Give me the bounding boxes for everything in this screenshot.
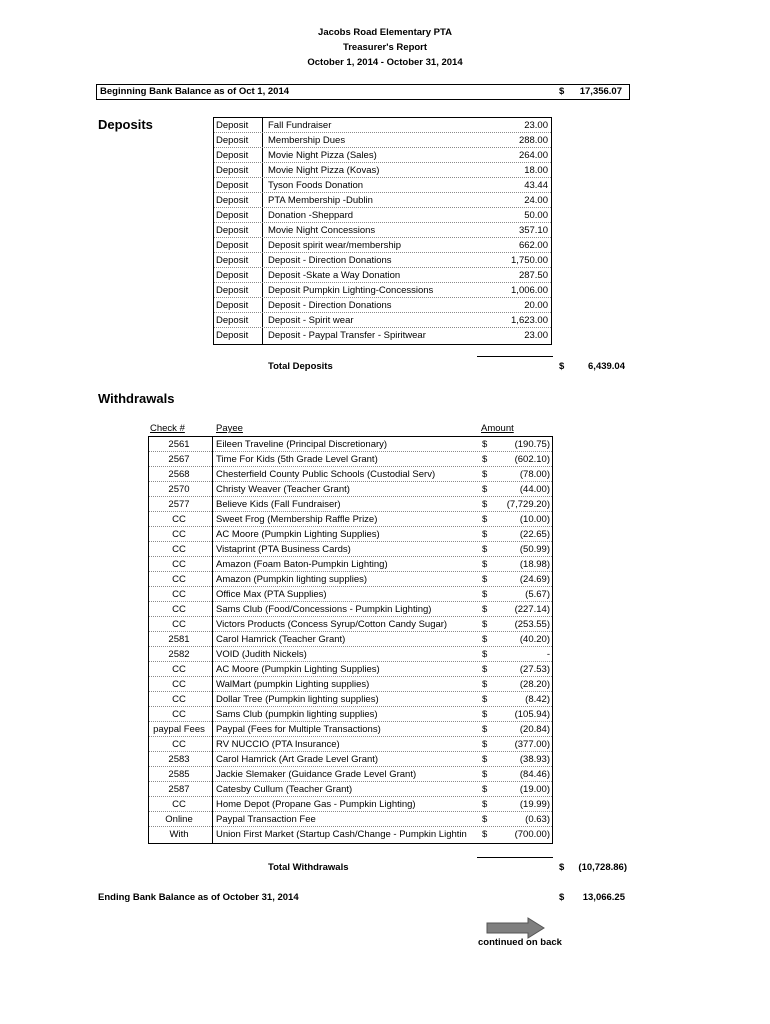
withdrawal-amount: (19.99) <box>519 799 550 810</box>
withdrawal-currency: $ <box>482 709 488 720</box>
withdrawal-currency: $ <box>482 619 488 630</box>
deposit-type: Deposit <box>216 225 249 236</box>
withdrawal-currency: $ <box>482 469 488 480</box>
withdrawal-check-number: 2567 <box>168 454 190 465</box>
withdrawal-payee: WalMart (pumpkin Lighting supplies) <box>216 679 370 690</box>
deposit-type: Deposit <box>216 210 249 221</box>
deposit-description: Tyson Foods Donation <box>268 180 364 191</box>
deposit-row <box>214 148 551 163</box>
withdrawal-check-number: 2568 <box>168 469 190 480</box>
withdrawal-currency: $ <box>482 724 488 735</box>
withdrawal-amount: (8.42) <box>525 694 550 705</box>
withdrawals-table <box>148 436 553 844</box>
deposit-description: Deposit -Skate a Way Donation <box>268 270 401 281</box>
withdrawal-currency: $ <box>482 664 488 675</box>
withdrawal-row <box>149 677 552 692</box>
withdrawal-row <box>149 557 552 572</box>
deposit-type: Deposit <box>216 315 249 326</box>
withdrawal-row <box>149 752 552 767</box>
deposit-amount: 24.00 <box>524 195 548 206</box>
withdrawal-amount: (227.14) <box>514 604 550 615</box>
withdrawal-payee: Union First Market (Startup Cash/Change - Pumpkin Lightin <box>216 829 467 840</box>
report-org-name: Jacobs Road Elementary PTA <box>318 27 452 38</box>
deposit-amount: 23.00 <box>524 120 548 131</box>
withdrawal-check-number: CC <box>172 544 186 555</box>
withdrawal-currency: $ <box>482 499 488 510</box>
withdrawal-amount: (50.99) <box>519 544 550 555</box>
deposit-type: Deposit <box>216 330 249 341</box>
withdrawal-payee: Sweet Frog (Membership Raffle Prize) <box>216 514 378 525</box>
beginning-balance-box <box>96 84 630 100</box>
deposit-amount: 43.44 <box>524 180 548 191</box>
withdrawal-check-number: CC <box>172 799 186 810</box>
withdrawal-row <box>149 737 552 752</box>
withdrawal-check-number: CC <box>172 559 186 570</box>
withdrawal-payee: VOID (Judith Nickels) <box>216 649 307 660</box>
withdrawals-header-payee: Payee <box>216 423 243 434</box>
withdrawals-total-label: Total Withdrawals <box>268 862 349 873</box>
right-arrow-icon <box>486 917 546 939</box>
deposit-row <box>214 268 551 283</box>
withdrawal-check-number: 2587 <box>168 784 190 795</box>
deposits-title: Deposits <box>98 117 153 132</box>
deposit-description: PTA Membership -Dublin <box>268 195 373 206</box>
deposit-row <box>214 313 551 328</box>
deposit-description: Movie Night Pizza (Kovas) <box>268 165 380 176</box>
deposit-description: Deposit Pumpkin Lighting-Concessions <box>268 285 434 296</box>
withdrawal-row <box>149 437 552 452</box>
withdrawal-amount: (377.00) <box>514 739 550 750</box>
withdrawal-row <box>149 602 552 617</box>
withdrawal-amount: (602.10) <box>514 454 550 465</box>
deposit-amount: 1,750.00 <box>511 255 548 266</box>
withdrawals-header-check: Check # <box>150 423 185 434</box>
withdrawal-check-number: 2577 <box>168 499 190 510</box>
withdrawal-currency: $ <box>482 754 488 765</box>
deposit-row <box>214 163 551 178</box>
withdrawal-payee: AC Moore (Pumpkin Lighting Supplies) <box>216 664 380 675</box>
deposit-type: Deposit <box>216 150 249 161</box>
deposit-row <box>214 283 551 298</box>
withdrawal-row <box>149 527 552 542</box>
withdrawal-row <box>149 647 552 662</box>
withdrawal-currency: $ <box>482 739 488 750</box>
withdrawal-payee: Carol Hamrick (Art Grade Level Grant) <box>216 754 379 765</box>
withdrawal-payee: Vistaprint (PTA Business Cards) <box>216 544 351 555</box>
withdrawal-row <box>149 707 552 722</box>
withdrawal-amount: (10.00) <box>519 514 550 525</box>
withdrawal-check-number: 2582 <box>168 649 190 660</box>
withdrawal-currency: $ <box>482 604 488 615</box>
deposit-description: Fall Fundraiser <box>268 120 332 131</box>
withdrawal-check-number: Online <box>165 814 193 825</box>
deposit-row <box>214 133 551 148</box>
deposit-amount: 18.00 <box>524 165 548 176</box>
withdrawal-currency: $ <box>482 694 488 705</box>
withdrawal-payee: Christy Weaver (Teacher Grant) <box>216 484 350 495</box>
withdrawal-row <box>149 512 552 527</box>
withdrawal-amount: (18.98) <box>519 559 550 570</box>
deposit-type: Deposit <box>216 240 249 251</box>
withdrawal-amount: - <box>546 649 550 660</box>
withdrawal-payee: Catesby Cullum (Teacher Grant) <box>216 784 353 795</box>
withdrawal-currency: $ <box>482 769 488 780</box>
withdrawal-amount: (20.84) <box>519 724 550 735</box>
withdrawal-payee: Amazon (Foam Baton-Pumpkin Lighting) <box>216 559 388 570</box>
withdrawal-amount: (28.20) <box>519 679 550 690</box>
withdrawal-currency: $ <box>482 439 488 450</box>
deposits-total-currency: $ <box>559 361 565 372</box>
withdrawal-payee: Carol Hamrick (Teacher Grant) <box>216 634 346 645</box>
deposit-description: Deposit - Direction Donations <box>268 255 392 266</box>
deposits-total-amount: 6,439.04 <box>588 361 625 372</box>
withdrawal-payee: RV NUCCIO (PTA Insurance) <box>216 739 340 750</box>
withdrawal-currency: $ <box>482 649 488 660</box>
withdrawal-check-number: CC <box>172 679 186 690</box>
deposits-total-label: Total Deposits <box>268 361 333 372</box>
deposit-row <box>214 238 551 253</box>
withdrawal-currency: $ <box>482 574 488 585</box>
deposit-amount: 1,006.00 <box>511 285 548 296</box>
withdrawal-currency: $ <box>482 544 488 555</box>
withdrawal-amount: (44.00) <box>519 484 550 495</box>
withdrawal-payee: Office Max (PTA Supplies) <box>216 589 327 600</box>
withdrawal-row <box>149 497 552 512</box>
beginning-balance-amount: 17,356.07 <box>579 86 622 97</box>
deposit-amount: 288.00 <box>518 135 548 146</box>
withdrawal-check-number: 2561 <box>168 439 190 450</box>
withdrawal-check-number: With <box>169 829 189 840</box>
withdrawal-check-number: CC <box>172 514 186 525</box>
withdrawal-payee: Home Depot (Propane Gas - Pumpkin Lighting) <box>216 799 416 810</box>
withdrawal-row <box>149 617 552 632</box>
deposit-row <box>214 208 551 223</box>
deposit-type: Deposit <box>216 300 249 311</box>
withdrawal-check-number: 2583 <box>168 754 190 765</box>
withdrawal-currency: $ <box>482 799 488 810</box>
withdrawal-row <box>149 782 552 797</box>
withdrawal-check-number: 2581 <box>168 634 190 645</box>
withdrawal-row <box>149 662 552 677</box>
withdrawal-currency: $ <box>482 634 488 645</box>
withdrawal-currency: $ <box>482 784 488 795</box>
ending-balance-currency: $ <box>559 892 565 903</box>
deposit-row <box>214 118 551 133</box>
deposit-amount: 20.00 <box>524 300 548 311</box>
continued-on-back-text: continued on back <box>478 937 562 948</box>
withdrawal-row <box>149 572 552 587</box>
withdrawal-check-number: CC <box>172 619 186 630</box>
deposit-type: Deposit <box>216 195 249 206</box>
withdrawal-payee: AC Moore (Pumpkin Lighting Supplies) <box>216 529 380 540</box>
deposit-description: Deposit spirit wear/membership <box>268 240 402 251</box>
withdrawal-check-number: CC <box>172 709 186 720</box>
withdrawal-amount: (38.93) <box>519 754 550 765</box>
deposit-amount: 1,623.00 <box>511 315 548 326</box>
withdrawal-currency: $ <box>482 484 488 495</box>
deposit-description: Membership Dues <box>268 135 346 146</box>
withdrawal-amount: (40.20) <box>519 634 550 645</box>
withdrawal-row <box>149 692 552 707</box>
withdrawals-header-amount: Amount <box>481 423 514 434</box>
withdrawal-amount: (105.94) <box>514 709 550 720</box>
deposit-description: Deposit - Paypal Transfer - Spiritwear <box>268 330 426 341</box>
withdrawal-amount: (22.65) <box>519 529 550 540</box>
withdrawal-check-number: CC <box>172 529 186 540</box>
withdrawal-row <box>149 467 552 482</box>
withdrawal-payee: Sams Club (pumpkin lighting supplies) <box>216 709 378 720</box>
deposit-amount: 357.10 <box>518 225 548 236</box>
deposit-row <box>214 298 551 313</box>
withdrawal-amount: (190.75) <box>514 439 550 450</box>
withdrawal-check-number: CC <box>172 604 186 615</box>
withdrawal-check-number: 2570 <box>168 484 190 495</box>
deposit-description: Deposit - Direction Donations <box>268 300 392 311</box>
deposit-type: Deposit <box>216 165 249 176</box>
withdrawal-currency: $ <box>482 829 488 840</box>
withdrawal-payee: Time For Kids (5th Grade Level Grant) <box>216 454 378 465</box>
deposit-row <box>214 253 551 268</box>
withdrawal-payee: Eileen Traveline (Principal Discretionary) <box>216 439 388 450</box>
withdrawal-amount: (7,729.20) <box>506 499 550 510</box>
ending-balance-label: Ending Bank Balance as of October 31, 2014 <box>98 892 299 903</box>
withdrawal-payee: Paypal Transaction Fee <box>216 814 316 825</box>
withdrawal-payee: Chesterfield County Public Schools (Custodial Serv) <box>216 469 436 480</box>
withdrawal-amount: (253.55) <box>514 619 550 630</box>
withdrawal-payee: Jackie Slemaker (Guidance Grade Level Grant) <box>216 769 417 780</box>
withdrawal-amount: (78.00) <box>519 469 550 480</box>
withdrawal-check-number: CC <box>172 664 186 675</box>
deposit-description: Donation -Sheppard <box>268 210 354 221</box>
deposit-type: Deposit <box>216 135 249 146</box>
deposit-amount: 23.00 <box>524 330 548 341</box>
withdrawal-amount: (700.00) <box>514 829 550 840</box>
withdrawal-check-number: CC <box>172 589 186 600</box>
withdrawal-currency: $ <box>482 589 488 600</box>
withdrawal-row <box>149 587 552 602</box>
withdrawal-row <box>149 542 552 557</box>
withdrawal-amount: (5.67) <box>525 589 550 600</box>
withdrawal-row <box>149 452 552 467</box>
withdrawals-title: Withdrawals <box>98 391 175 406</box>
deposit-type: Deposit <box>216 285 249 296</box>
withdrawal-amount: (19.00) <box>519 784 550 795</box>
withdrawal-currency: $ <box>482 559 488 570</box>
withdrawal-payee: Believe Kids (Fall Fundraiser) <box>216 499 341 510</box>
deposits-table <box>213 117 552 345</box>
deposit-amount: 662.00 <box>518 240 548 251</box>
withdrawal-currency: $ <box>482 454 488 465</box>
withdrawal-payee: Amazon (Pumpkin lighting supplies) <box>216 574 368 585</box>
withdrawal-amount: (27.53) <box>519 664 550 675</box>
withdrawal-row <box>149 722 552 737</box>
withdrawal-amount: (24.69) <box>519 574 550 585</box>
withdrawal-currency: $ <box>482 679 488 690</box>
report-period: October 1, 2014 - October 31, 2014 <box>307 57 463 68</box>
withdrawal-currency: $ <box>482 814 488 825</box>
deposit-description: Deposit - Spirit wear <box>268 315 354 326</box>
withdrawals-total-amount: (10,728.86) <box>578 862 627 873</box>
withdrawals-total-rule <box>477 857 553 858</box>
deposit-description: Movie Night Concessions <box>268 225 376 236</box>
beginning-balance-label: Beginning Bank Balance as of Oct 1, 2014 <box>100 86 290 97</box>
withdrawal-payee: Victors Products (Concess Syrup/Cotton Candy Sugar) <box>216 619 448 630</box>
deposit-row <box>214 178 551 193</box>
withdrawal-check-number: paypal Fees <box>153 724 205 735</box>
withdrawals-total-currency: $ <box>559 862 565 873</box>
withdrawal-row <box>149 482 552 497</box>
beginning-balance-currency: $ <box>559 86 565 97</box>
withdrawal-currency: $ <box>482 529 488 540</box>
report-title: Treasurer's Report <box>342 42 428 53</box>
deposit-amount: 50.00 <box>524 210 548 221</box>
withdrawal-check-number: 2585 <box>168 769 190 780</box>
deposits-total-rule <box>477 356 553 357</box>
withdrawal-row <box>149 827 552 841</box>
withdrawal-row <box>149 812 552 827</box>
withdrawal-row <box>149 767 552 782</box>
deposit-type: Deposit <box>216 120 249 131</box>
withdrawal-payee: Sams Club (Food/Concessions - Pumpkin Lighting) <box>216 604 432 615</box>
withdrawal-row <box>149 632 552 647</box>
withdrawal-payee: Dollar Tree (Pumpkin lighting supplies) <box>216 694 379 705</box>
deposit-description: Movie Night Pizza (Sales) <box>268 150 377 161</box>
deposit-row <box>214 223 551 238</box>
deposit-row <box>214 193 551 208</box>
ending-balance-amount: 13,066.25 <box>582 892 625 903</box>
deposit-type: Deposit <box>216 270 249 281</box>
withdrawal-currency: $ <box>482 514 488 525</box>
withdrawal-amount: (0.63) <box>525 814 550 825</box>
withdrawal-check-number: CC <box>172 739 186 750</box>
deposit-amount: 264.00 <box>518 150 548 161</box>
withdrawal-amount: (84.46) <box>519 769 550 780</box>
withdrawal-check-number: CC <box>172 574 186 585</box>
withdrawal-payee: Paypal (Fees for Multiple Transactions) <box>216 724 381 735</box>
withdrawal-row <box>149 797 552 812</box>
deposit-amount: 287.50 <box>518 270 548 281</box>
deposit-type: Deposit <box>216 255 249 266</box>
withdrawal-check-number: CC <box>172 694 186 705</box>
deposit-type: Deposit <box>216 180 249 191</box>
deposit-row <box>214 328 551 342</box>
